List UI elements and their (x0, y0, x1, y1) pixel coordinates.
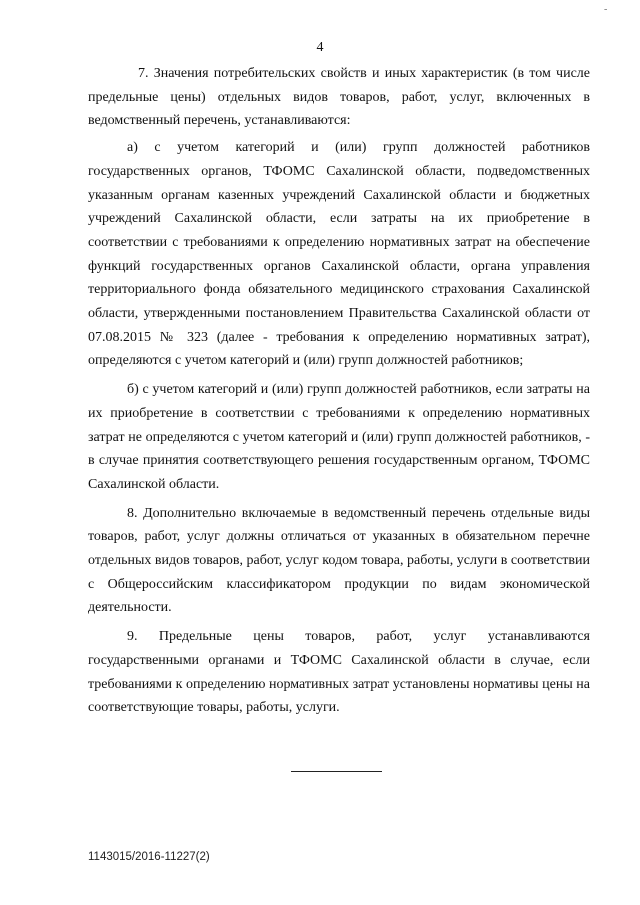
paragraph-9: 9. Предельные цены товаров, работ, услуг устанавливаются государственными органами и ТФОМС Сахалинской области в случае, если требованиями к определению нормативных затрат установлены нормативы цены на соответствующие товары, работы, услуги. (88, 629, 590, 716)
paragraph-8: 8. Дополнительно включаемые в ведомственный перечень отдельные виды товаров, работ, услуг должны отличаться от указанных в обязательном перечне отдельных видов товаров, работ, услуг кодом товара, работы, услуги в соответствии с Общероссийским классификатором продукции по видам экономической деятельности. (88, 505, 590, 616)
page-number: 4 (316, 40, 324, 55)
paragraph-7b: б) с учетом категорий и (или) групп должностей работников, если затраты на их приобретение в соответствии с требованиями к определению нормативных затрат не определяются с учетом категорий и (или) групп должностей работников, - в случае принятия соответствующего решения государственным органом, ТФОМС Сахалинской области. (88, 382, 590, 492)
paragraph-7a: а) с учетом категорий и (или) групп должностей работников государственных органов, ТФОМС Сахалинской области, подведомственных указанным органам казенных учреждений Сахалинской области и бюджетных учреждений Сахалинской области, если затраты на их приобретение в соответствии с требованиями к определению нормативных затрат на обеспечение функций государственных органов Сахалинской области, органа управления территориального фонда обязательного медицинского страхования Сахалинской области, утвержденными постановлением Правительства Сахалинской области от 07.08.2015 № 323 (далее - требования к определению нормативных затрат), определяются с учетом категорий и (или) групп должностей работников; (88, 140, 590, 369)
paragraph-7: 7. Значения потребительских свойств и иных характеристик (в том числе предельные цены) отдельных видов товаров, работ, услуг, включенных в ведомственный перечень, устанавливаются: (88, 66, 590, 129)
scan-mark: - (604, 4, 608, 15)
end-divider (291, 771, 382, 772)
document-code: 1143015/2016-11227(2) (88, 851, 210, 863)
document-body (88, 62, 590, 720)
